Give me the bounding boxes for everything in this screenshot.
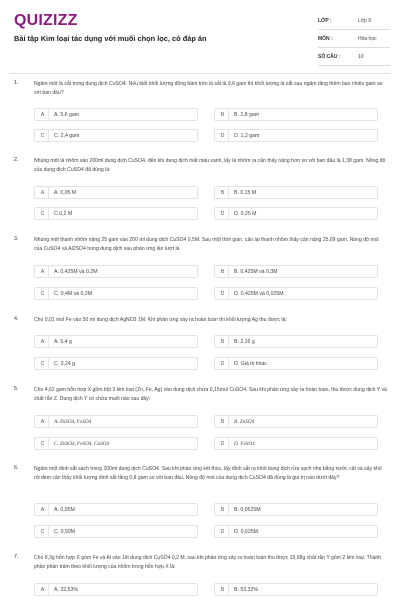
option-text: D. Giá trị khác <box>234 360 267 367</box>
question-text: Cho 4,62 gam hỗn hợp X gồm bột 3 kim loại (Zn, Fe, Ag) vào dung dịch chứa 0,15mol CuSO4. Sau khi phản ứng xảy ra hoàn toàn, thu được dung dịch Y và chất rắn Z. Dung dịch Y có chứa muối nào sau đây: <box>34 387 387 402</box>
answer-option-d[interactable] <box>214 437 378 450</box>
question-text: Cho 0,01 mol Fe vào 50 ml dung dịch AgNO3 1M. Khi phản ứng xảy ra hoàn toàn thì khối lượng Ag thu được là: <box>34 317 287 323</box>
header-divider <box>10 73 390 74</box>
question-text: Nhúng một thanh nhôm nặng 25 gam vào 200 ml dung dịch CuSO4 0,5M. Sau một thời gian, cân lại thanh nhôm thấy cân nặng 25,69 gam. Nồng độ mol của CuSO4 và Al2SO4 trong dung dịch sau phản ứng lần lượt là <box>34 237 379 252</box>
answer-option-a[interactable] <box>34 503 198 516</box>
answer-option-d[interactable] <box>214 287 378 300</box>
meta-row-count <box>318 48 390 66</box>
option-text: A. ZnSO4, FeSO4 <box>54 418 92 425</box>
option-letter: D <box>217 525 229 538</box>
meta-value: Hóa học <box>358 35 377 42</box>
answer-option-d[interactable] <box>214 207 378 220</box>
option-text: C. ZnSO4, FeSO4, CuSO4 <box>54 440 110 447</box>
option-text: C. 0,50M <box>54 528 76 535</box>
answer-option-b[interactable] <box>214 583 378 596</box>
worksheet-title: Bài tập Kim loại tác dụng với muối chọn lọc, có đáp án <box>14 34 207 43</box>
answer-option-d[interactable] <box>214 525 378 538</box>
option-text: B. 53,32% <box>234 586 258 593</box>
option-letter: D <box>217 287 229 300</box>
option-text: C. 0,4M và 0,2M <box>54 290 93 297</box>
option-text: A. 32,53% <box>54 586 78 593</box>
answer-option-c[interactable] <box>34 525 198 538</box>
option-text: C.0,2 M <box>54 210 73 217</box>
option-letter: A <box>37 583 49 596</box>
option-text: B. 0,425M và 0,3M <box>234 268 278 275</box>
answer-option-c[interactable] <box>34 437 198 450</box>
meta-key: SỐ CÂU : <box>318 53 341 60</box>
answer-option-c[interactable] <box>34 129 198 142</box>
option-text: A. 5,4 g <box>54 338 72 345</box>
option-letter: C <box>37 437 49 450</box>
option-text: A. 5,6 gam <box>54 111 80 118</box>
answer-option-c[interactable] <box>34 207 198 220</box>
answer-option-d[interactable] <box>214 129 378 142</box>
option-text: B. 2,16 g <box>234 338 255 345</box>
answer-option-a[interactable] <box>34 415 198 428</box>
question-text: Cho 8,3g hỗn hợp X gồm Fe và Al vào 1lít dung dịch CuSO4 0,2 M, sau khi phản ứng xảy ra hoàn toàn thu được 15,68g chất rắn Y gồm 2 kim loại. Thành phần phần trăm theo khối lượng của nhôm trong hỗn hợp X là: <box>34 555 382 570</box>
option-letter: C <box>37 357 49 370</box>
answer-option-b[interactable] <box>214 335 378 348</box>
meta-value: Lớp 9 <box>358 17 372 24</box>
option-letter: B <box>217 108 229 121</box>
option-letter: A <box>37 108 49 121</box>
option-letter: D <box>217 129 229 142</box>
meta-value: 10 <box>358 53 364 60</box>
option-letter: D <box>217 437 229 450</box>
option-letter: B <box>217 265 229 278</box>
option-text: D. 0,25 M <box>234 210 257 217</box>
answer-option-a[interactable] <box>34 108 198 121</box>
option-letter: A <box>37 335 49 348</box>
answer-option-d[interactable] <box>214 357 378 370</box>
answer-option-a[interactable] <box>34 186 198 199</box>
question-number: 1. <box>14 80 19 86</box>
option-text: A. 0,425M và 0,2M <box>54 268 98 275</box>
option-letter: A <box>37 503 49 516</box>
option-letter: A <box>37 186 49 199</box>
answer-option-b[interactable] <box>214 415 378 428</box>
option-letter: C <box>37 207 49 220</box>
option-letter: B <box>217 186 229 199</box>
meta-key: MÔN : <box>318 35 333 42</box>
option-text: A. 0,05 M <box>54 189 77 196</box>
question-text: Nhúng một lá nhôm vào 200ml dung dịch CuSO4, đến khi dung dịch mất màu xanh, lấy lá nhôm ra cân thấy nặng hơn so với ban đầu là 1,38 gam. Nồng độ của dung dịch CuSO4 đã dùng là: <box>34 158 386 173</box>
option-text: B. 2,8 gam <box>234 111 260 118</box>
option-text: B. 0,15 M <box>234 189 257 196</box>
answer-option-b[interactable] <box>214 265 378 278</box>
quizizz-logo[interactable]: QUIZIZZ <box>14 12 78 29</box>
answer-option-c[interactable] <box>34 287 198 300</box>
question-number: 3. <box>14 236 19 242</box>
answer-option-b[interactable] <box>214 503 378 516</box>
option-letter: C <box>37 525 49 538</box>
question-number: 6. <box>14 465 19 471</box>
answer-option-c[interactable] <box>34 357 198 370</box>
option-text: A. 0,05M <box>54 506 75 513</box>
question-number: 5. <box>14 386 19 392</box>
meta-key: LỚP : <box>318 17 332 24</box>
question-number: 7. <box>14 554 19 560</box>
option-text: D. 0,625M. <box>234 528 260 535</box>
worksheet-header <box>0 0 400 68</box>
answer-option-a[interactable] <box>34 265 198 278</box>
option-letter: C <box>37 129 49 142</box>
answer-option-b[interactable] <box>214 186 378 199</box>
answer-option-a[interactable] <box>34 335 198 348</box>
option-letter: B <box>217 503 229 516</box>
question-text: Ngâm một lá sắt trong dung dịch CuSO4. Nếu biết khối lượng đồng bám trên lá sắt là 9,6 gam thì khối lượng lá sắt sau ngâm tăng thêm bao nhiêu gam so với ban đầu? <box>34 81 383 96</box>
option-text: D. 1,2 gam <box>234 132 260 139</box>
option-text: D. FeSO4 <box>234 440 255 447</box>
question-number: 2. <box>14 157 19 163</box>
question-number: 4. <box>14 316 19 322</box>
worksheet-meta <box>318 12 390 66</box>
meta-row-subject <box>318 30 390 48</box>
option-letter: B <box>217 583 229 596</box>
option-letter: C <box>37 287 49 300</box>
answer-option-b[interactable] <box>214 108 378 121</box>
option-letter: A <box>37 415 49 428</box>
option-text: B. 0,0625M <box>234 506 261 513</box>
option-letter: D <box>217 357 229 370</box>
option-letter: D <box>217 207 229 220</box>
option-letter: B <box>217 415 229 428</box>
option-text: C. 2,4 gam <box>54 132 80 139</box>
answer-option-a[interactable] <box>34 583 198 596</box>
meta-row-class <box>318 12 390 30</box>
option-letter: B <box>217 335 229 348</box>
option-text: C. 3,24 g <box>54 360 76 367</box>
option-text: D. 0,425M và 0,025M. <box>234 290 286 297</box>
question-text: Ngâm một đinh sắt sạch trong 200ml dung dịch CuSO4. Sau khi phản ứng kết thúc, lấy đinh sắt ra khỏi dung dịch rửa sạch nhẹ bằng nước cất và sấy khô rồi đem cân thấy khối lượng đinh sắt tăng 0,8 gam so với ban đầu. Nồng độ mol của dung dịch CuSO4 đã dùng là giá trị nào dưới đây? <box>34 466 382 481</box>
option-text: B. ZnSO4 <box>234 418 255 425</box>
option-letter: A <box>37 265 49 278</box>
